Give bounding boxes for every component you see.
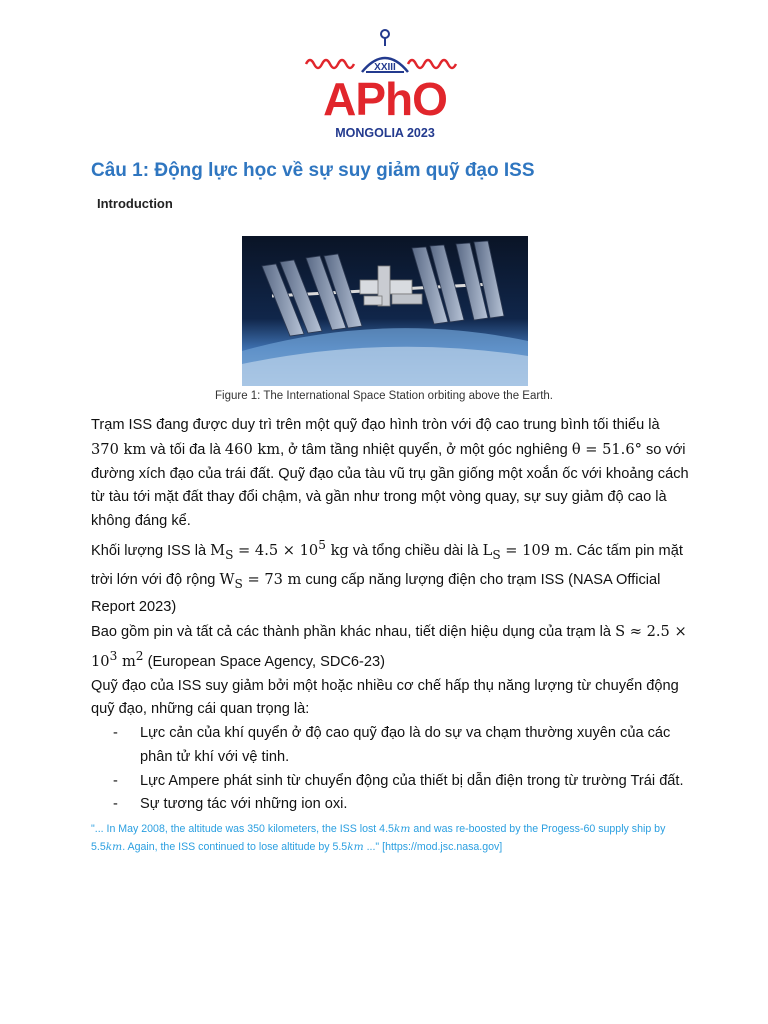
math-subscript: S xyxy=(492,547,501,562)
iss-photo xyxy=(242,236,528,386)
math-value: = 109 m xyxy=(500,541,569,559)
math-unit: km xyxy=(105,841,123,853)
list-item xyxy=(91,793,691,817)
text-run: (European Space Agency, SDC6-23) xyxy=(143,653,386,670)
math-exponent: 5 xyxy=(318,537,326,552)
list-dash: - xyxy=(113,772,118,789)
figure-caption: Figure 1: The International Space Station orbiting above the Earth. xyxy=(215,390,553,402)
text-run: Khối lượng ISS là xyxy=(91,542,211,559)
text-run: ..." [https://mod.jsc.nasa.gov] xyxy=(363,841,503,853)
math-mass xyxy=(210,537,349,562)
logo-numeral: XXIII xyxy=(374,62,396,73)
text-run: Trạm ISS đang được duy trì trên một quỹ đạo hình tròn với độ cao trung bình tối thiểu là xyxy=(91,417,660,433)
logo-wordmark: APhO xyxy=(323,73,447,125)
list-item-text: Lực cản của khí quyển ở độ cao quỹ đạo là do sự va chạm thường xuyên của các phân tử khí với vệ tinh. xyxy=(140,725,671,765)
apho-logo xyxy=(300,20,470,145)
math-value: = 73 m xyxy=(242,570,302,588)
math-unit-exponent: 2 xyxy=(135,648,144,663)
list-dash: - xyxy=(113,796,118,813)
math-altitude-min: 370 km xyxy=(91,440,147,458)
paragraph-mass xyxy=(91,534,691,620)
math-width xyxy=(219,570,302,591)
math-unit: km xyxy=(347,841,364,853)
text-run: "... In May 2008, the altitude was 350 kilometers, the ISS lost 4.5 xyxy=(91,823,394,835)
math-unit: m xyxy=(117,652,136,670)
paragraph-mechanisms: Quỹ đạo của ISS suy giảm bởi một hoặc nhiều cơ chế hấp thụ năng lượng từ chuyển động quỹ đạo, những cái quan trọng là: xyxy=(91,677,679,718)
text-run: Bao gồm pin và tất cả các thành phần khác nhau, tiết diện hiệu dụng của trạm là xyxy=(91,624,616,641)
text-run: and was re-boosted by the Progess-60 supply ship by 5.5 xyxy=(91,823,666,853)
math-altitude-max: 460 km xyxy=(224,440,281,458)
paragraph-cross-section xyxy=(91,620,691,674)
math-exponent: 3 xyxy=(109,648,118,663)
math-value: S ≈ 2.5 × 10 xyxy=(91,623,687,670)
paragraph-orbit xyxy=(91,414,691,534)
text-run: . Các tấm pin mặt trời lớn với độ rộng xyxy=(91,542,683,588)
nasa-quote xyxy=(91,820,691,856)
math-unit: km xyxy=(393,823,411,835)
logo-subtitle: MONGOLIA 2023 xyxy=(335,126,435,140)
text-run: cung cấp năng lượng điện cho trạm ISS (NASA Official Report 2023) xyxy=(91,571,661,616)
mechanism-list xyxy=(91,722,691,817)
math-symbol: M xyxy=(210,541,226,559)
math-value: = 4.5 × 10 xyxy=(233,541,319,559)
question-title: Câu 1: Động lực học về sự suy giảm quỹ đạo ISS xyxy=(91,160,535,181)
math-unit: kg xyxy=(325,541,349,559)
body-text xyxy=(91,414,691,817)
list-item xyxy=(91,770,691,794)
list-item-text: Lực Ampere phát sinh từ chuyển động của thiết bị dẫn điện trong từ trường Trái đất. xyxy=(140,772,684,789)
text-run: và tổng chiều dài là xyxy=(348,542,483,559)
math-subscript: S xyxy=(225,547,234,562)
iss-photo-graphic xyxy=(242,236,528,386)
list-item-text: Sự tương tác với những ion oxi. xyxy=(140,796,348,813)
list-dash: - xyxy=(113,725,118,742)
section-heading: Introduction xyxy=(97,196,173,211)
apho-logo-graphic xyxy=(300,20,470,145)
text-run: . Again, the ISS continued to lose altitude by 5.5 xyxy=(122,841,348,853)
math-symbol: L xyxy=(482,541,493,559)
text-run: và tối đa là xyxy=(146,441,225,458)
math-length xyxy=(482,541,569,562)
text-run: so với đường xích đạo của trái đất. Quỹ đạo của tàu vũ trụ gần giống một xoắn ốc với khoảng cách từ tàu tới mặt đất thay đổi chậm, và gần như trong một vòng quay, sự suy giảm độ cao là không đáng kể. xyxy=(91,441,689,530)
math-symbol: W xyxy=(219,570,235,588)
list-item xyxy=(91,722,691,770)
math-inclination: θ = 51.6° xyxy=(571,440,642,458)
text-run: , ở tâm tầng nhiệt quyển, ở một góc nghiêng xyxy=(280,441,572,458)
math-subscript: S xyxy=(234,576,243,591)
